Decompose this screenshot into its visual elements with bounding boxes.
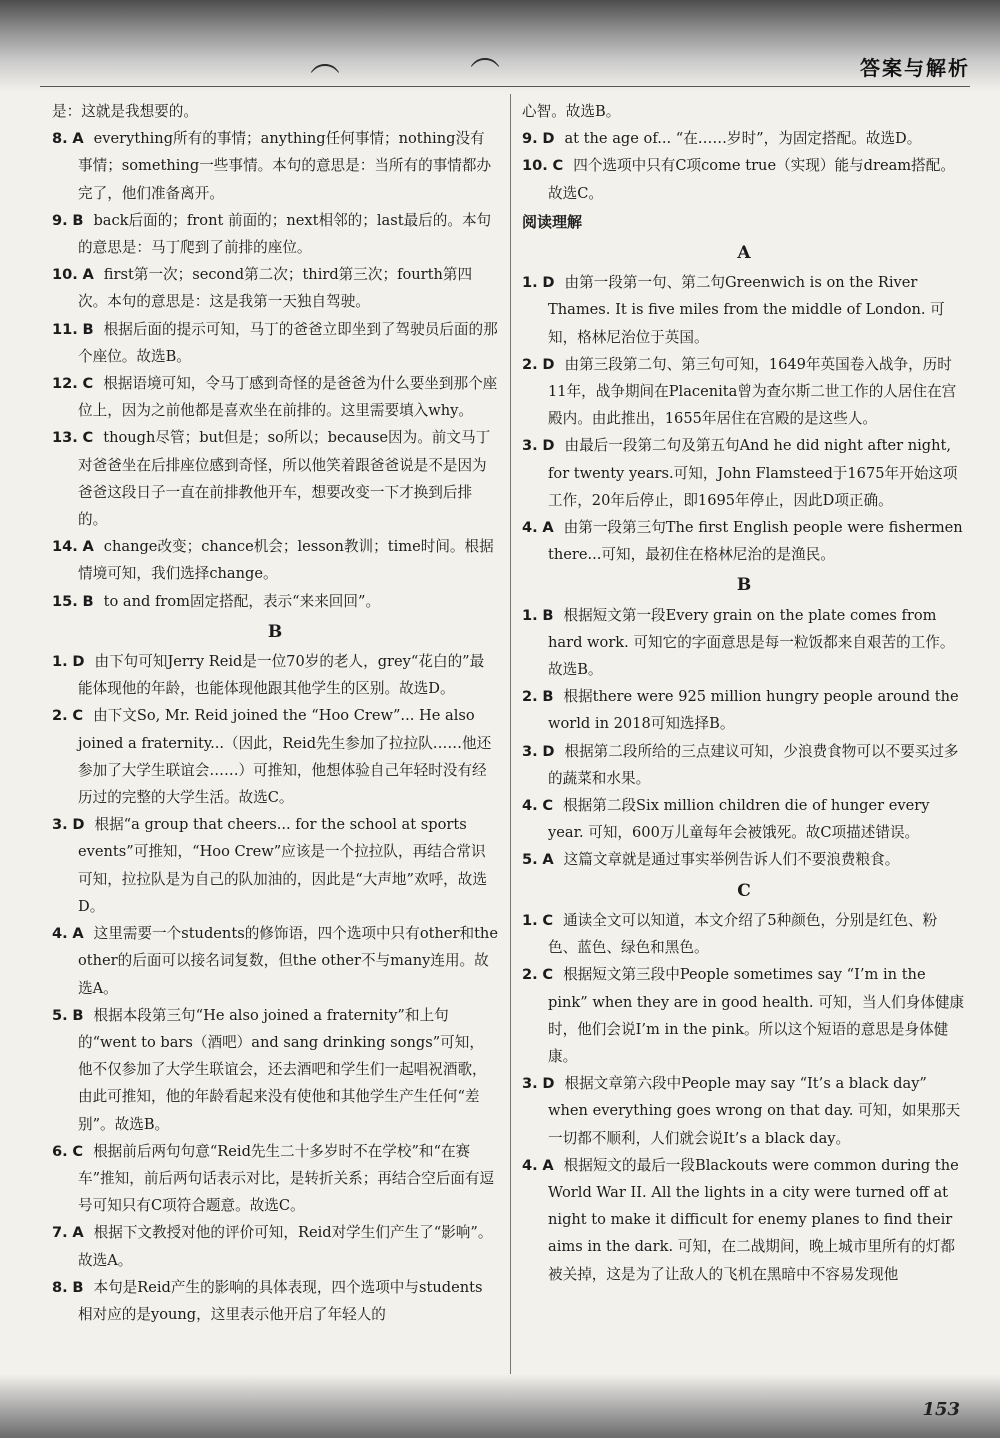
answer-letter: C [542,966,554,984]
section-heading: B [267,621,283,642]
item-number: 9. [52,211,68,229]
explanation-text: 根据本段第三句“He also joined a fraternity”和上句的“went to bars（酒吧）and sang drinking songs”可知，他不仅参加了大学生联谊会，还去酒吧和学生们一起唱祝酒歌，由此可推知，他的年龄看起来没有使他和其他学生产生任何“差别”。故选B。 [78,1006,487,1133]
answer-item [522,792,966,846]
page-number: 153 [922,1399,960,1420]
explanation-text: at the age of... “在……岁时”，为固定搭配。故选D。 [564,130,922,148]
answer-letter: A [82,538,94,556]
answer-letter: C [542,797,554,815]
explanation-text: 根据短文的最后一段Blackouts were common during the World War II. All the lights in a city were turned off at night to make it difficult for enemy planes to find their aims in the dark. 可知，在二战期间，晚上城市里所有的灯都被关掉，这是为了让敌人的飞机在黑暗中不容易发现他 [548,1156,959,1283]
item-number: 2. [522,355,538,373]
item-number: 10. [522,157,548,175]
item-number: 9. [522,130,538,148]
explanation-text: first第一次；second第二次；third第三次；fourth第四次。本句的意思是：这是我第一天独自驾驶。 [78,266,473,311]
explanation-text: 由第三段第二句、第三句可知，1649年英国卷入战争，历时 11年，战争期间在Placenita曾为查尔斯二世工作的人居住在宫殿内。由此推出，1655年居住在宫殿的是这些人。 [548,355,957,428]
item-number: 1. [522,606,538,624]
explanation-text: 根据第二段Six million children die of hunger every year. 可知，600万儿童每年会被饿死。故C项描述错误。 [548,797,930,842]
answer-letter: B [72,211,84,229]
explanation-text: 根据文章第六段中People may say “It’s a black day” when everything goes wrong on that day. 可知，如果那天一切都不顺利，人们就会说It’s a black day。 [548,1075,961,1147]
explanation-text: 根据语境可知，令马丁感到奇怪的是爸爸为什么要坐到那个座位上，因为之前他都是喜欢坐在前排的。这里需要填入why。 [78,375,498,420]
item-number: 3. [522,742,538,760]
answer-letter: D [542,274,555,292]
item-number: 15. [52,592,78,610]
item-number: 3. [522,1075,538,1093]
header-decoration [0,0,1000,92]
answer-item [522,683,966,737]
column-divider [510,94,511,1384]
answer-item [522,602,966,684]
item-number: 8. [52,1278,68,1296]
answer-item [52,702,498,811]
right-column [522,98,966,1288]
answer-item [522,125,966,152]
explanation-text: 通读全文可以知道，本文介绍了5种颜色，分别是红色、粉色、蓝色、绿色和黑色。 [548,911,938,957]
explanation-text: 四个选项中只有C项come true（实现）能与dream搭配。故选C。 [548,157,955,202]
answer-letter: C [82,375,94,393]
explanation-text: to and from固定搭配，表示“来来回回”。 [103,592,381,610]
answer-letter: D [542,130,555,148]
answer-letter: C [72,1142,84,1160]
answer-item [52,533,498,587]
explanation-text: 根据后面的提示可知，马丁的爸爸立即坐到了驾驶员后面的那个座位。故选B。 [78,320,498,365]
explanation-text: everything所有的事情；anything任何事情；nothing没有事情；something一些事情。本句的意思是：当所有的事情都办完了，他们准备离开。 [78,130,492,202]
answer-letter: B [72,1006,84,1024]
answer-item [522,1070,966,1152]
answer-item [522,1152,966,1288]
explanation-text: 由最后一段第二句及第五句And he did night after night, for twenty years.可知，John Flamsteed于1675年开始这项工作，20年后停止，即1695年停止，因此D项正确。 [548,437,958,509]
item-number: 4. [522,519,538,537]
answer-list [522,602,966,874]
answer-item [52,1274,498,1328]
item-number: 11. [52,320,78,338]
answer-letter: A [542,519,554,537]
answer-list [52,125,498,615]
answer-item [52,125,498,207]
answer-letter: B [82,320,94,338]
item-number: 10. [52,266,78,284]
item-number: 4. [52,925,68,943]
answer-letter: C [82,429,94,447]
answer-item [522,738,966,792]
section-heading: A [737,243,751,264]
item-number: 7. [52,1224,68,1242]
answer-letter: A [82,266,94,284]
explanation-text: 由下句可知Jerry Reid是一位70岁的老人，grey“花白的”最能体现他的年龄，也能体现他跟其他学生的区别。故选D。 [78,653,485,698]
item-number: 6. [52,1142,68,1160]
answer-item [52,920,498,1002]
answer-item [522,152,966,206]
answer-letter: A [542,851,554,869]
explanation-text: 根据短文第三段中People sometimes say “I’m in the pink” when they are in good health. 可知，当人们身体健康时，他们会说I’m in the pink。所以这个短语的意思是身体健康。 [548,966,965,1065]
section-heading: B [736,575,752,596]
item-number: 4. [522,1156,538,1174]
footer-decoration [0,1374,1000,1438]
answer-letter: A [72,925,84,943]
answer-item [522,846,966,873]
explanation-text: 由第一段第三句The first English people were fishermen there...可知，最初住在格林尼治的是渔民。 [548,519,963,564]
continued-text: 心智。故选B。 [522,103,621,120]
explanation-text: 由下文So, Mr. Reid joined the “Hoo Crew”... He also joined a fraternity...（因此，Reid先生参加了拉拉队……他还参加了大学生联谊会……）可推知，他想体验自己年轻时没有经历过的完整的大学生活。故选C。 [78,707,492,807]
answer-letter: B [542,688,554,706]
answer-letter: A [542,1156,554,1174]
section-heading: 阅读理解 [522,212,583,231]
explanation-text: 本句是Reid产生的影响的具体表现，四个选项中与students 相对应的是young，这里表示他开启了年轻人的 [78,1278,483,1323]
answer-item [52,1138,498,1220]
item-number: 12. [52,375,78,393]
answer-item [52,207,498,261]
answer-letter: D [542,1075,555,1093]
answer-letter: B [72,1278,84,1296]
item-number: 2. [52,707,68,725]
answer-item [52,1002,498,1138]
answer-item [52,648,498,702]
answer-letter: D [72,653,85,671]
explanation-text: back后面的；front 前面的；next相邻的；last最后的。本句的意思是：马丁爬到了前排的座位。 [78,211,492,257]
answer-item [52,261,498,315]
explanation-text: 根据there were 925 million hungry people around the world in 2018可知选择B。 [548,688,959,733]
answer-item [522,961,966,1070]
answer-list [52,648,498,1328]
explanation-text: 根据前后两句句意“Reid先生二十多岁时不在学校”和“在赛车”推知，前后两句话表示对比，是转折关系；再结合空后面有逗号可知只有C项符合题意。故选C。 [78,1142,495,1215]
item-number: 1. [52,653,68,671]
answer-item [522,432,966,514]
explanation-text: 这里需要一个students的修饰语，四个选项中只有other和the other的后面可以接名词复数，但the other不与many连用。故选A。 [78,925,498,997]
answer-letter: D [542,355,555,373]
answer-item [52,1219,498,1273]
answer-letter: D [542,742,555,760]
explanation-text: 根据下文教授对他的评价可知，Reid对学生们产生了“影响”。故选A。 [78,1224,493,1269]
item-number: 13. [52,429,78,447]
bird-icon: ︵ [310,44,340,79]
answer-letter: C [72,707,84,725]
answer-item [522,351,966,433]
explanation-text: 这篇文章就是通过事实举例告诉人们不要浪费粮食。 [563,851,900,869]
answer-item [522,514,966,568]
answer-item [52,370,498,424]
left-column [52,98,498,1328]
answer-item [52,316,498,370]
item-number: 1. [522,911,538,929]
item-number: 3. [52,816,68,834]
item-number: 1. [522,274,538,292]
item-number: 2. [522,966,538,984]
answer-letter: B [82,592,94,610]
page-header-title: 答案与解析 [860,56,970,80]
answer-letter: D [72,816,85,834]
section-heading: C [737,880,751,901]
item-number: 4. [522,797,538,815]
item-number: 5. [52,1006,68,1024]
bird-icon: ︵ [470,38,500,73]
header-rule [40,86,970,87]
answer-letter: B [542,606,554,624]
answer-list [522,269,966,568]
answer-item [52,588,498,615]
item-number: 3. [522,437,538,455]
answer-letter: D [542,437,555,455]
answer-item [52,811,498,920]
answer-letter: A [72,130,84,148]
item-number: 5. [522,851,538,869]
answer-list [522,907,966,1288]
explanation-text: 根据第二段所给的三点建议可知，少浪费食物可以不要买过多的蔬菜和水果。 [548,742,959,787]
item-number: 8. [52,130,68,148]
item-number: 2. [522,688,538,706]
answer-item [52,424,498,533]
item-number: 14. [52,538,78,556]
answer-item [522,907,966,961]
explanation-text: 根据“a group that cheers... for the school at sports events”可推知，“Hoo Crew”应该是一个拉拉队，再结合常识可知，拉拉队是为自己的队加油的，因此是“大声地”欢呼，故选D。 [78,816,487,915]
answer-item [522,269,966,351]
answer-letter: C [552,157,564,175]
answer-list [522,125,966,207]
continued-text: 是：这就是我想要的。 [52,103,198,120]
explanation-text: 根据短文第一段Every grain on the plate comes from hard work. 可知它的字面意思是每一粒饭都来自艰苦的工作。故选B。 [548,606,955,679]
explanation-text: change改变；chance机会；lesson教训；time时间。根据情境可知，我们选择change。 [78,538,494,583]
answer-letter: A [72,1224,84,1242]
explanation-text: though尽管；but但是；so所以；because因为。前文马丁对爸爸坐在后排座位感到奇怪，所以他笑着跟爸爸说是不是因为爸爸这段日子一直在前排教他开车，想要改变一下才换到后排的。 [78,429,491,529]
explanation-text: 由第一段第一句、第二句Greenwich is on the River Thames. It is five miles from the middle of London. 可知，格林尼治位于英国。 [548,274,945,346]
answer-letter: C [542,911,554,929]
